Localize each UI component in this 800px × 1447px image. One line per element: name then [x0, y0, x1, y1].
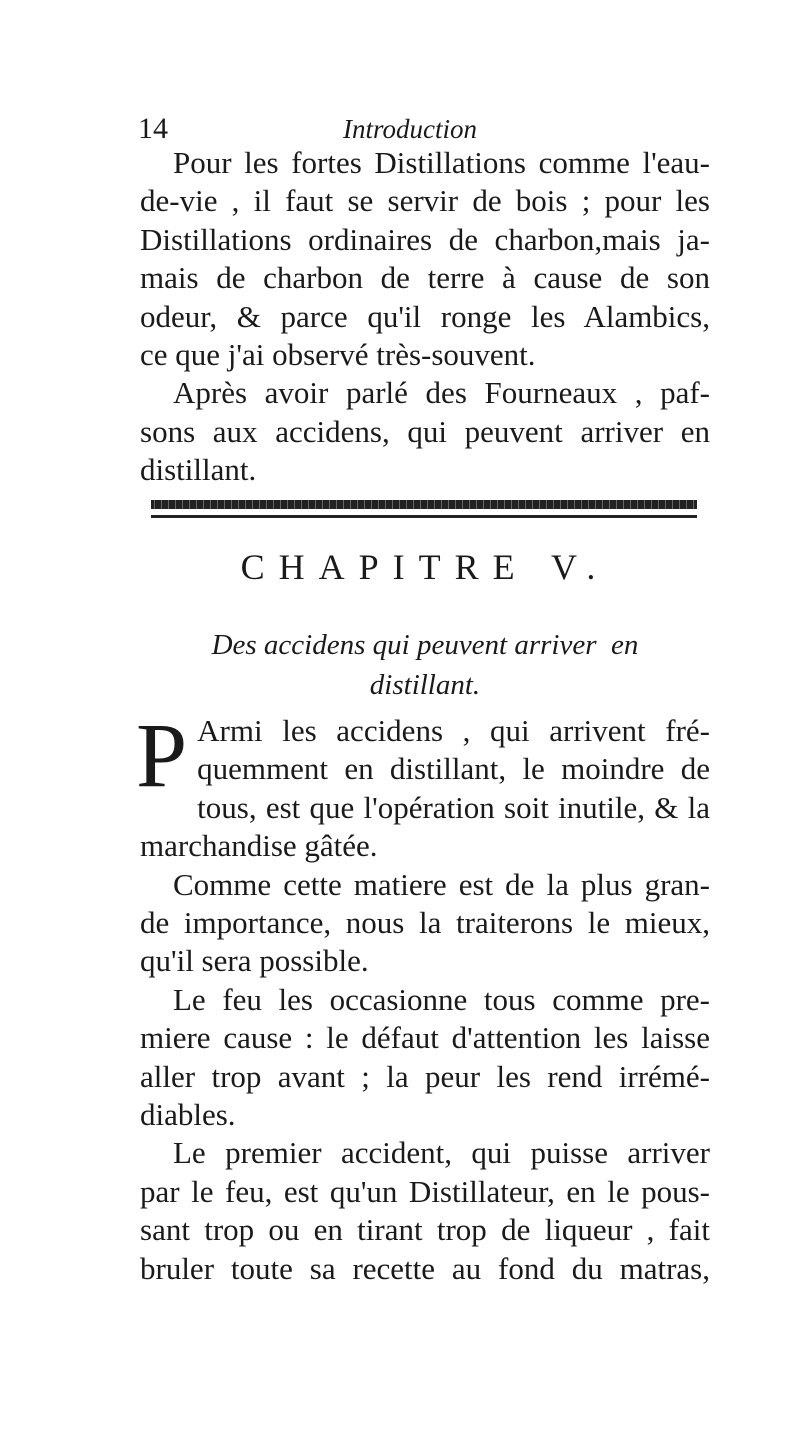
- text-line: bruler toute sa recette au fond du matras,: [140, 1250, 710, 1286]
- text-line: Pour les fortes Distillations comme l'eau-: [173, 145, 710, 180]
- paragraph-feu: [140, 981, 710, 1135]
- paragraph-fourneaux: [140, 144, 710, 374]
- ornamental-rule: [151, 500, 697, 509]
- text-line: aller trop avant ; la peur les rend irrémé-: [140, 1058, 710, 1094]
- paragraph-transition: [140, 374, 710, 489]
- text-line: Après avoir parlé des Fourneaux , paf-: [173, 375, 710, 411]
- chapter-subtitle: [140, 625, 710, 705]
- subtitle-line: distillant.: [369, 669, 481, 701]
- chapter-title: CHAPITRE V.: [240, 547, 610, 587]
- divider-line: [151, 515, 697, 518]
- text-line: Comme cette matiere est de la plus gran-: [173, 866, 710, 902]
- text-line: qu'il sera possible.: [140, 943, 369, 979]
- page-number: 14: [138, 112, 168, 145]
- text-line: diables.: [140, 1097, 236, 1133]
- text-line: quemment en distillant, le moindre de: [197, 751, 710, 787]
- text-line: sant trop ou en tirant trop de liqueur , fait: [140, 1212, 710, 1248]
- text-line: de importance, nous la traiterons le mieux,: [140, 905, 710, 941]
- text-line: de-vie , il faut se servir de bois ; pour les: [140, 183, 710, 219]
- paragraph-accidens: [136, 704, 710, 866]
- text-line: Le premier accident, qui puisse arriver: [173, 1135, 710, 1171]
- text-line: par le feu, est qu'un Distillateur, en le pous-: [140, 1173, 710, 1209]
- chapter-text-block: [136, 704, 710, 1288]
- intro-text-block: [140, 144, 710, 490]
- text-line: mais de charbon de terre à cause de son: [140, 260, 710, 296]
- paragraph-premier-accident: [140, 1134, 710, 1288]
- text-line: miere cause : le défaut d'attention les laisse: [140, 1020, 710, 1056]
- text-line: sons aux accidens, qui peuvent arriver en: [140, 413, 710, 449]
- text-line: distillant.: [140, 452, 257, 488]
- text-line: tous, est que l'opération soit inutile, & la: [197, 789, 710, 825]
- text-line: Le feu les occasionne tous comme pre-: [173, 981, 710, 1017]
- text-line: marchandise gâtée.: [140, 828, 378, 864]
- subtitle-line: Des accidens qui peuvent arriver en: [211, 629, 639, 661]
- running-title: Introduction: [343, 114, 477, 144]
- text-line: Distillations ordinaires de charbon,mais ja-: [140, 221, 710, 257]
- drop-cap: P: [136, 704, 188, 806]
- text-line: Armi les accidens , qui arrivent fré-: [197, 713, 710, 748]
- text-line: ce que j'ai observé très-souvent.: [140, 337, 536, 373]
- paragraph-importance: [140, 866, 710, 981]
- text-line: odeur, & parce qu'il ronge les Alambics,: [140, 298, 710, 334]
